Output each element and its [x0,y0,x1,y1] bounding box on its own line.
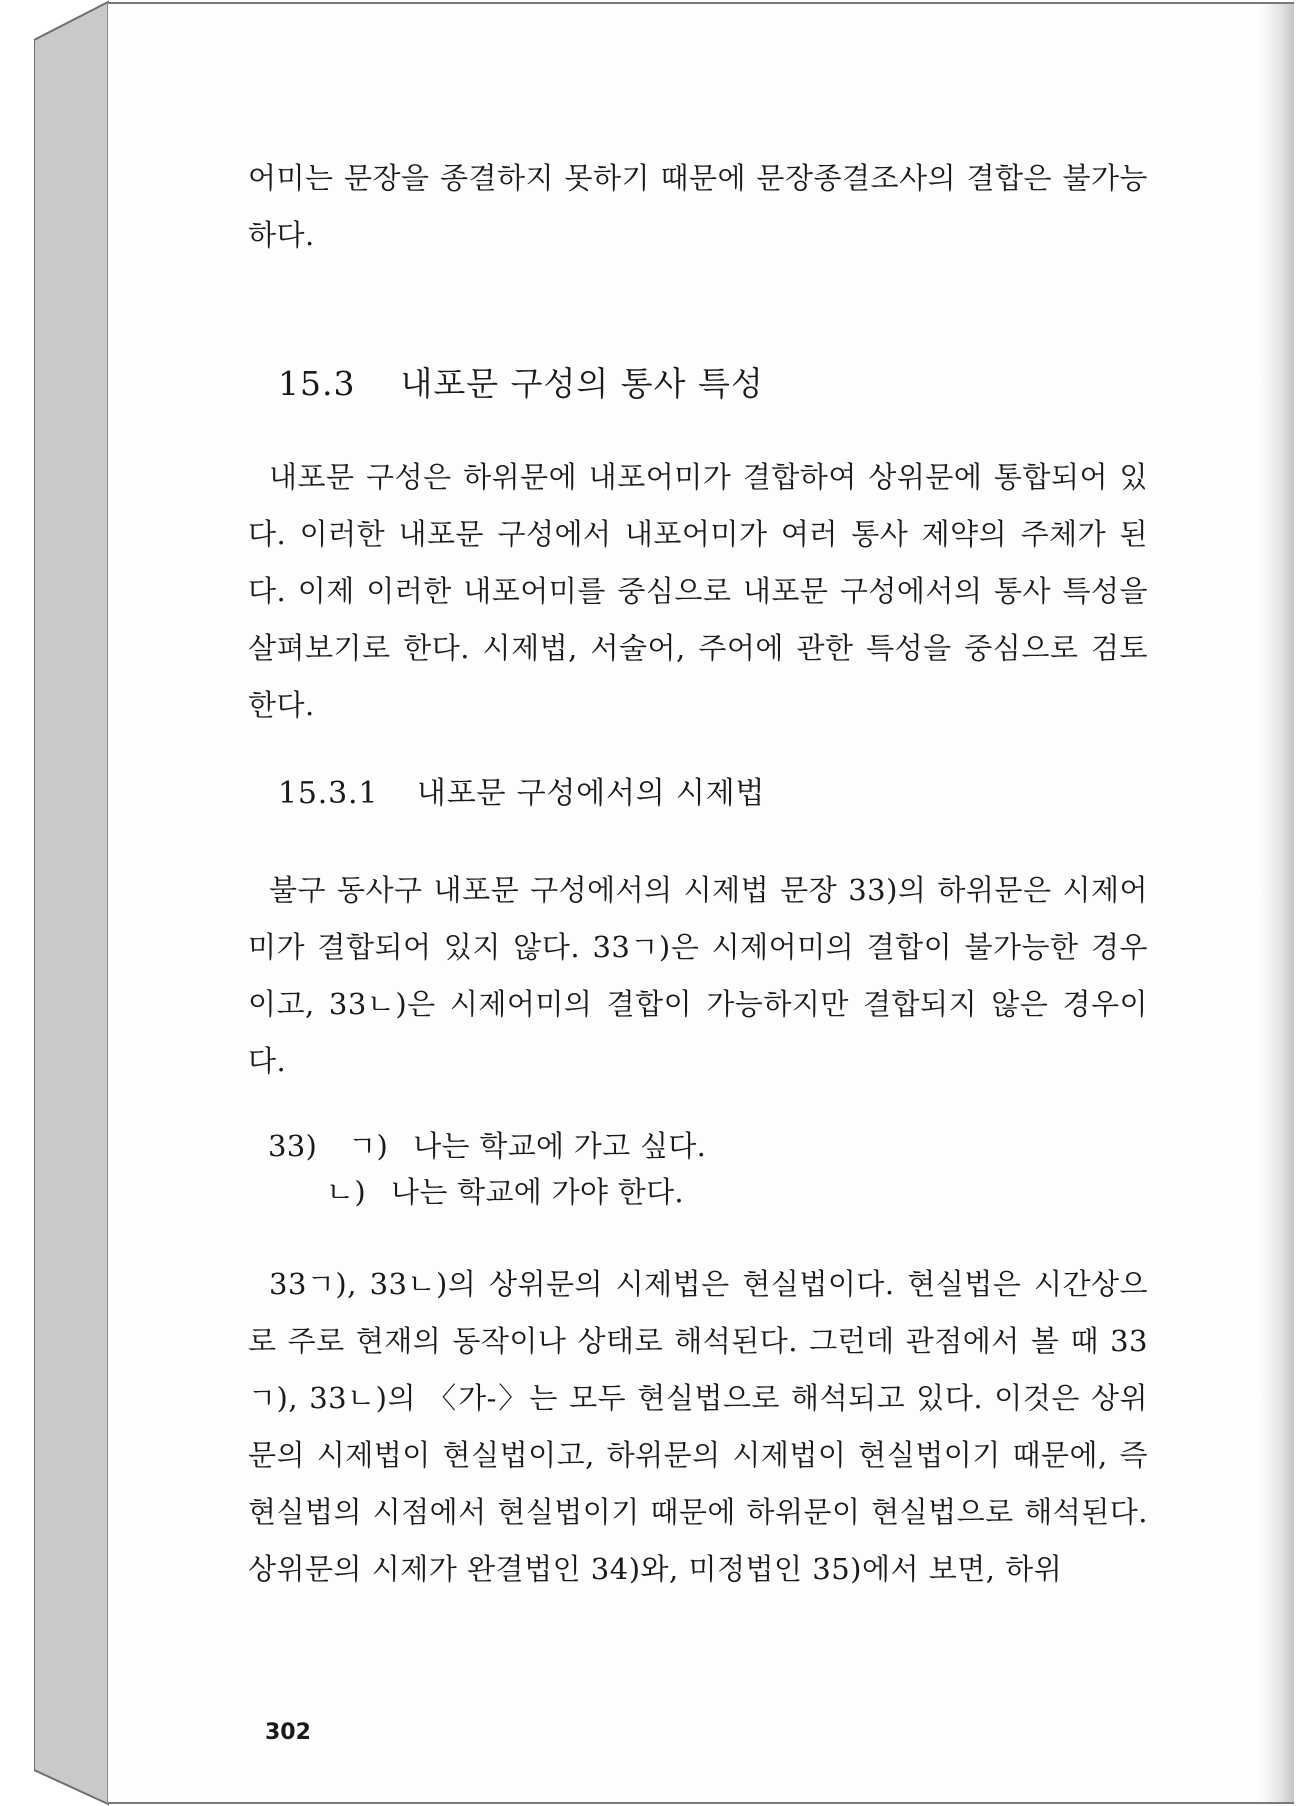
paragraph-4-text: 33ㄱ), 33ㄴ)의 상위문의 시제법은 현실법이다. 현실법은 시간상으로 주로 현재의 동작이나 상태로 해석된다. 그런데 관점에서 볼 때 33ㄱ), 33ㄴ)의 〈가-〉는 모두 현실법으로 해석되고 있다. 이것은 상위문의 시제법이 현실법이고, 하위문의 시제법이 현실법이기 때문에, 즉 현실법의 시점에서 현실법이기 때문에 하위문이 현실법으로 해석된다. 상위문의 시제가 완결법인 34)와, 미정법인 35)에서 보면, 하위 [248,1267,1148,1586]
paragraph-1 [248,150,1148,264]
section-number: 15.3 [278,364,356,403]
paragraph-4 [248,1256,1148,1598]
paragraph-2-text: 내포문 구성은 하위문에 내포어미가 결합하여 상위문에 통합되어 있다. 이러한 내포문 구성에서 내포어미가 여러 통사 제약의 주체가 된다. 이제 이러한 내포어미를 중심으로 내포문 구성에서의 통사 특성을 살펴보기로 한다. 시제법, 서술어, 주어에 관한 특성을 중심으로 검토한다. [248,460,1148,722]
section-heading [278,358,764,405]
example-b-mark: ㄴ) [326,1175,366,1209]
page-edge-shadow [1260,4,1294,1802]
book-spine [34,0,110,1806]
paragraph-3 [248,862,1148,1090]
example-b [326,1170,684,1211]
paragraph-1-text: 어미는 문장을 종결하지 못하기 때문에 문장종결조사의 결합은 불가능하다. [248,161,1148,252]
subsection-number: 15.3.1 [278,776,379,811]
example-a [268,1124,706,1165]
example-b-text: 나는 학교에 가야 한다. [391,1175,684,1209]
example-number: 33) [268,1129,318,1163]
example-a-text: 나는 학교에 가고 싶다. [413,1129,707,1163]
example-a-mark: ㄱ) [348,1129,389,1163]
paragraph-3-text: 불구 동사구 내포문 구성에서의 시제법 문장 33)의 하위문은 시제어미가 결합되어 있지 않다. 33ㄱ)은 시제어미의 결합이 불가능한 경우이고, 33ㄴ)은 시제어미의 결합이 가능하지만 결합되지 않은 경우이다. [248,873,1148,1078]
section-title: 내포문 구성의 통사 특성 [400,364,764,403]
page-number: 302 [265,1720,311,1745]
subsection-title: 내포문 구성에서의 시제법 [416,776,766,811]
paragraph-2 [248,449,1148,734]
subsection-heading [278,768,765,812]
